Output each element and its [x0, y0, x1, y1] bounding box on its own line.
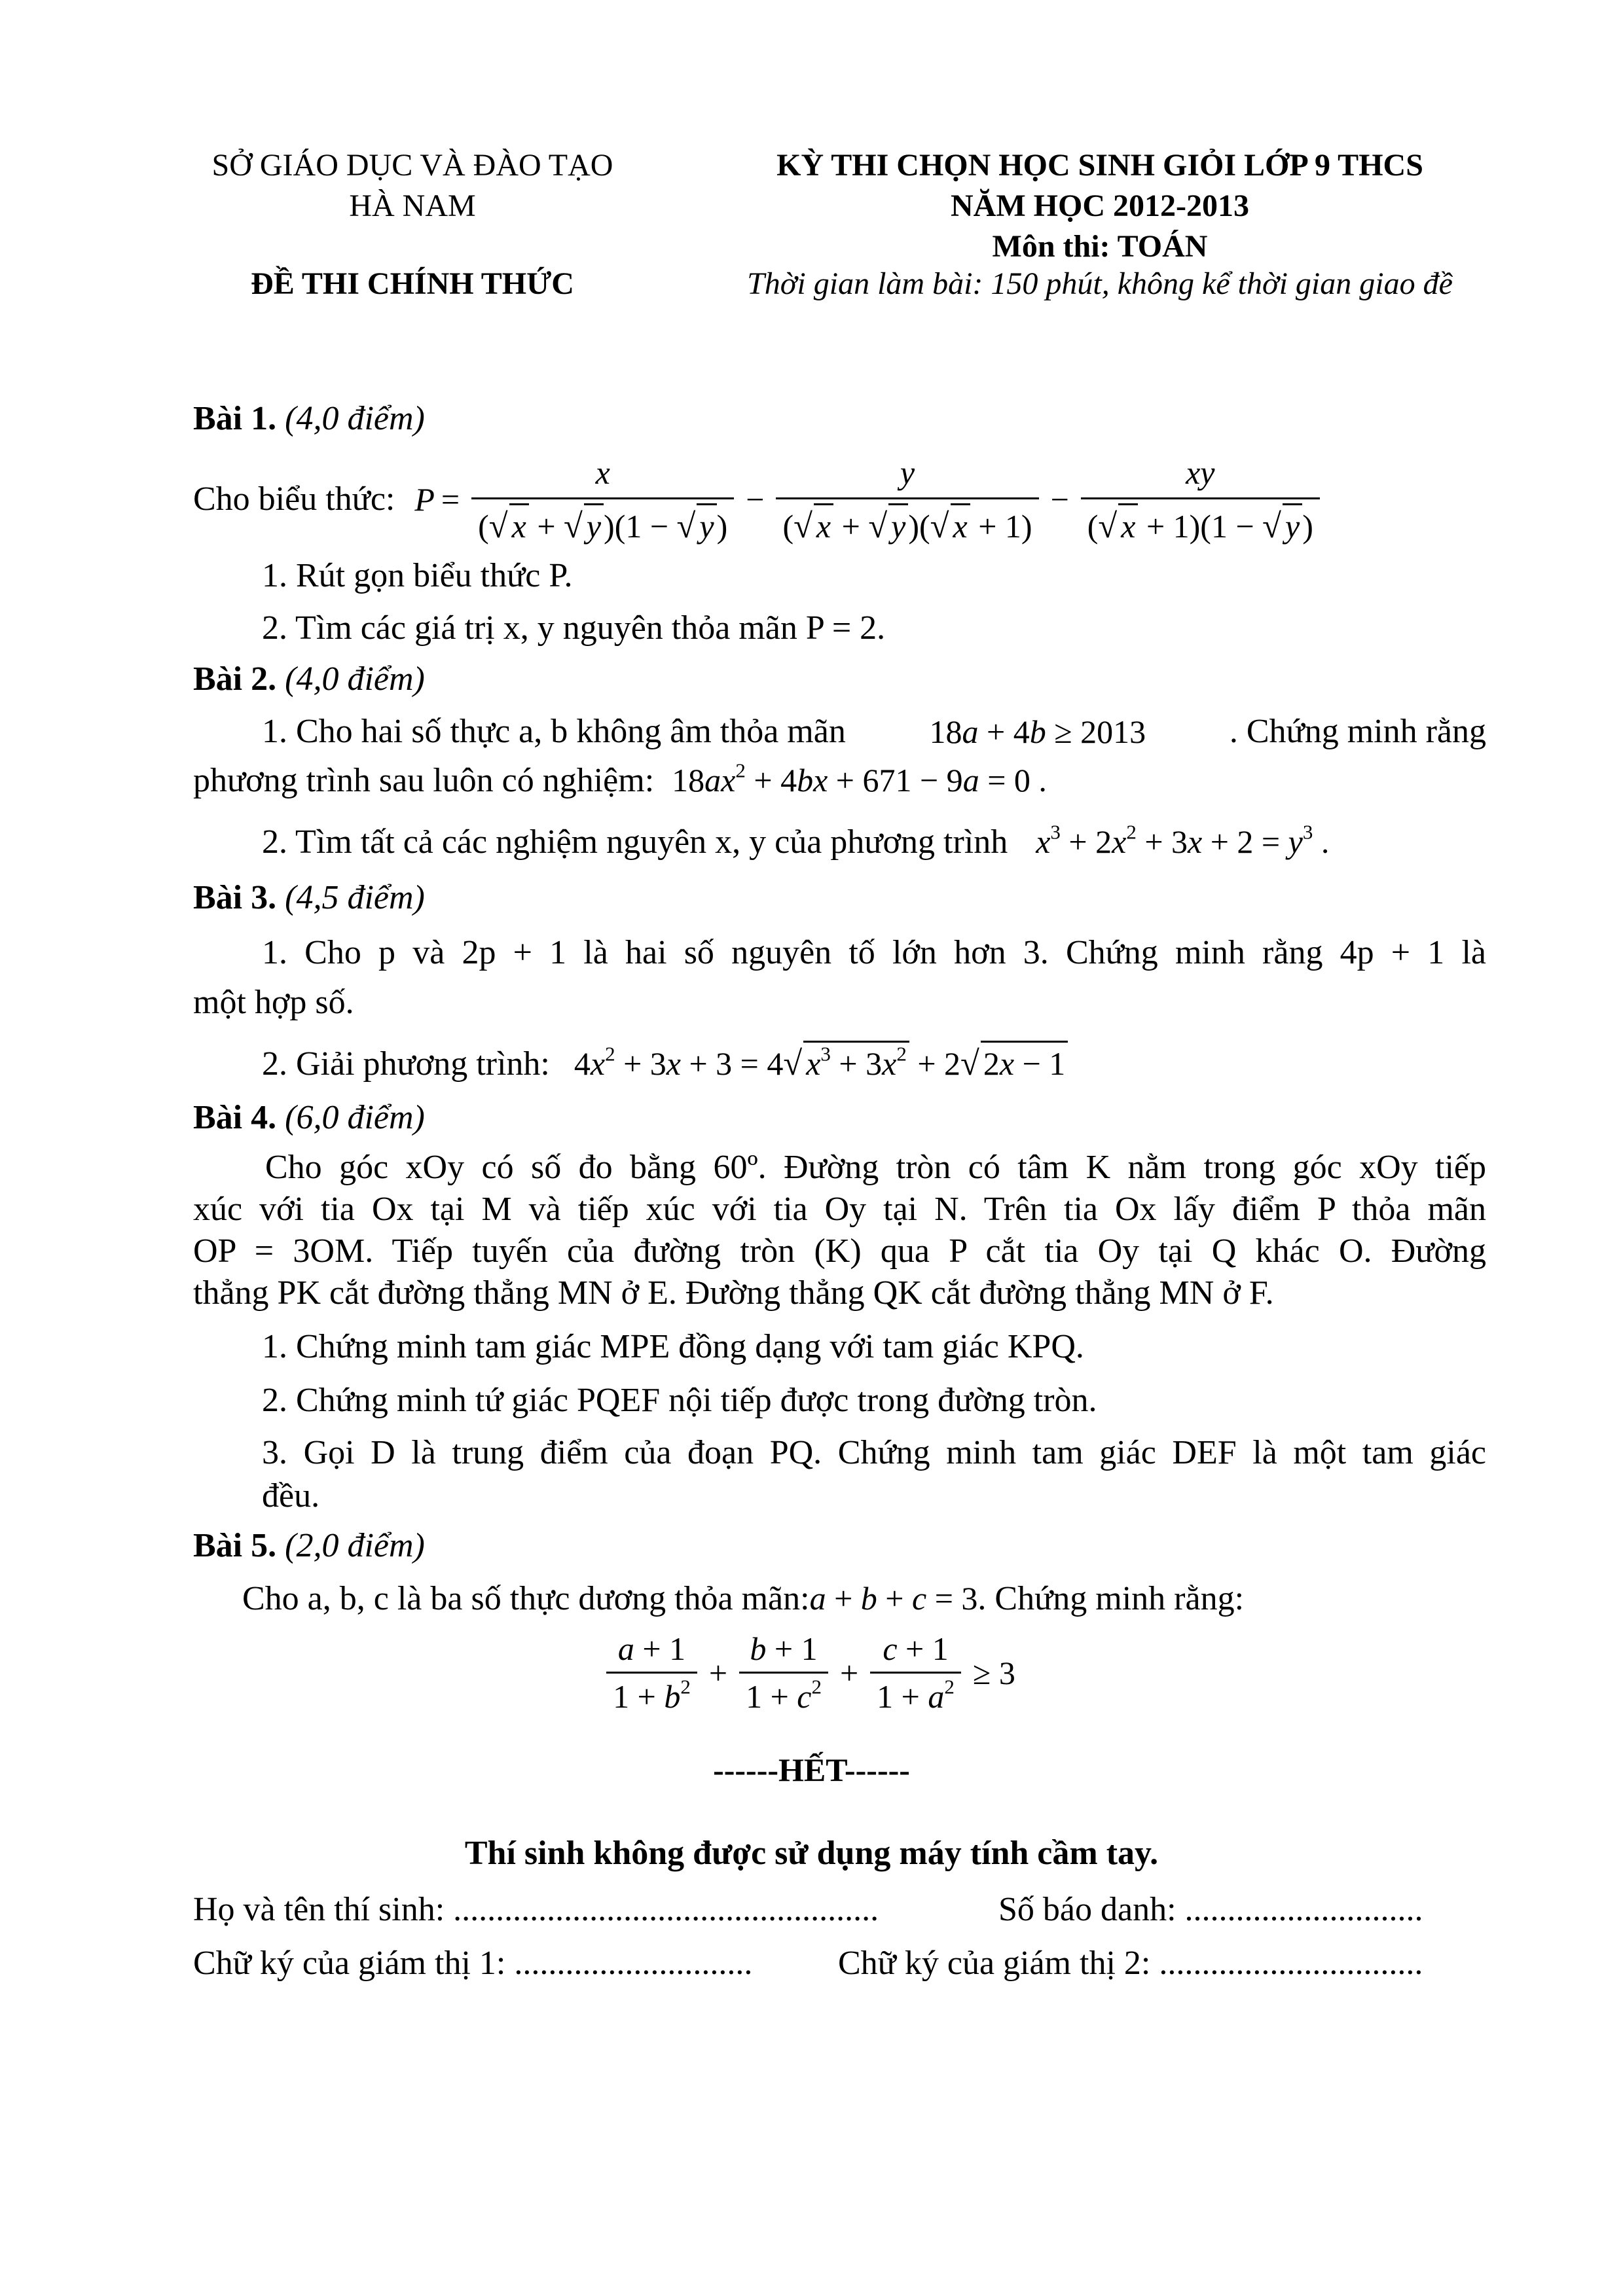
bai2-heading: [193, 658, 425, 700]
bai5-inequality: $\frac{a + 1}{1 + b^2}$ + $\frac{b + 1}{1 + c^2}$ + $\frac{c + 1}{1 + a^2}$ ≥ 3: [0, 1630, 1623, 1715]
bai4-heading: [193, 1097, 425, 1139]
bai2-q1-text-c: phương trình sau luôn có nghiệm:: [193, 762, 655, 799]
bai2-q2-text: 2. Tìm tất cả các nghiệm nguyên x, y của phương trình: [262, 823, 1008, 861]
proctor1-signature: Chữ ký của giám thị 1: ............................: [193, 1945, 753, 1982]
bai4-intro-line1: Cho góc xOy có số đo bằng 60º. Đường tròn có tâm K nằm trong góc xOy tiếp: [265, 1149, 1486, 1186]
bai5-title: Bài 5.: [193, 1527, 277, 1564]
bai2-equation: $18ax^2 + 4bx + 671 - 9a = 0$ .: [672, 759, 1047, 798]
bai4-intro-line3: OP = 3OM. Tiếp tuyến của đường tròn (K) qua P cắt tia Oy tại Q khác O. Đường: [193, 1232, 1486, 1270]
bai2-points: (4,0 điểm): [285, 660, 425, 698]
bai4-intro-line2: xúc với tia Ox tại M và tiếp xúc với tia Oy tại N. Trên tia Ox lấy điểm P thỏa mãn: [193, 1191, 1486, 1228]
subject: Môn thi: TOÁN: [992, 229, 1208, 264]
end-marker: ------HẾT------: [713, 1751, 910, 1788]
bai2-q1-text-a: 1. Cho hai số thực a, b không âm thỏa mãn: [262, 713, 846, 750]
bai2-q2-equation: $x^3 + 2x^2 + 3x + 2 = y^3$ .: [1036, 820, 1330, 860]
bai5-condition: a + b + c = 3: [809, 1580, 978, 1617]
bai5-points: (2,0 điểm): [285, 1527, 425, 1564]
exam-header: [694, 145, 1506, 267]
bai2-q2-line: [262, 821, 1329, 863]
candidate-name-field: Họ và tên thí sinh: ..................................................: [193, 1891, 879, 1928]
school-year: NĂM HỌC 2012-2013: [951, 188, 1249, 223]
bai3-heading: [193, 877, 425, 919]
exam-title: KỲ THI CHỌN HỌC SINH GIỎI LỚP 9 THCS: [776, 148, 1423, 183]
bai3-title: Bài 3.: [193, 879, 277, 916]
bai5-heading: [193, 1525, 425, 1567]
bai1-expression-line: [193, 452, 1325, 547]
bai3-q2-text: 2. Giải phương trình:: [262, 1045, 550, 1083]
bai2-q1-line2: [193, 759, 1047, 802]
bai3-q2-line: [262, 1041, 1068, 1085]
bai3-q1-line2: một hợp số.: [193, 984, 354, 1021]
bai5-intro-text-b: . Chứng minh rằng:: [977, 1580, 1245, 1617]
time-limit: Thời gian làm bài: 150 phút, không kể thời gian giao đề: [747, 266, 1453, 301]
bai3-equation: $4x^2 + 3x + 3 = 4√$ $x^3 + 3x^2 + 2√$ 2x − 1: [574, 1045, 1068, 1082]
bai5-intro: [242, 1577, 1244, 1620]
official-label: ĐỀ THI CHÍNH THỨC: [251, 266, 574, 301]
bai1-heading: [193, 398, 425, 440]
bai2-title: Bài 2.: [193, 660, 277, 698]
bai4-q3-line1: 3. Gọi D là trung điểm của đoạn PQ. Chứng minh tam giác DEF là một tam giác: [262, 1434, 1486, 1471]
bai2-q1-line1: [262, 711, 1486, 753]
bai1-q1: 1. Rút gọn biểu thức P.: [262, 557, 573, 594]
bai5-intro-text-a: Cho a, b, c là ba số thực dương thỏa mãn:: [242, 1580, 810, 1617]
province-name: HÀ NAM: [349, 188, 476, 223]
expression-p: P = $\frac{x}{(√ x + √ y)(1 - √ y)}$ − $\frac{y}{(√ x + √ y)(√ x + 1)}$ − $\frac{xy}{(√ x + 1)(1 - √ y)}$: [414, 452, 1324, 547]
department-header: [157, 145, 668, 226]
bai1-points: (4,0 điểm): [285, 400, 425, 437]
bai1-intro: Cho biểu thức:: [193, 480, 395, 518]
bai2-condition: 18a + 4b ≥ 2013: [929, 713, 1146, 750]
bai3-points: (4,5 điểm): [285, 879, 425, 916]
bai4-q3-line2: đều.: [262, 1477, 320, 1515]
bai4-title: Bài 4.: [193, 1099, 277, 1136]
bai4-q2: 2. Chứng minh tứ giác PQEF nội tiếp được trong đường tròn.: [262, 1382, 1097, 1419]
bai4-intro-line4: thẳng PK cắt đường thẳng MN ở E. Đường thẳng QK cắt đường thẳng MN ở F.: [193, 1274, 1274, 1312]
bai1-q2: 2. Tìm các giá trị x, y nguyên thỏa mãn P = 2.: [262, 609, 886, 647]
bai1-title: Bài 1.: [193, 400, 277, 437]
bai4-q1: 1. Chứng minh tam giác MPE đồng dạng với tam giác KPQ.: [262, 1328, 1084, 1365]
candidate-number-field: Số báo danh: ............................: [998, 1891, 1423, 1928]
bai4-intro: [193, 1147, 1486, 1314]
bai2-q1-text-b: . Chứng minh rằng: [1229, 713, 1486, 750]
bai4-points: (6,0 điểm): [285, 1099, 425, 1136]
department-name: SỞ GIÁO DỤC VÀ ĐÀO TẠO: [211, 148, 613, 183]
calculator-note: Thí sinh không được sử dụng máy tính cầm tay.: [464, 1835, 1159, 1872]
bai3-q1-line1: 1. Cho p và 2p + 1 là hai số nguyên tố lớn hơn 3. Chứng minh rằng 4p + 1 là: [262, 934, 1486, 971]
proctor2-signature: Chữ ký của giám thị 2: ...............................: [838, 1945, 1423, 1982]
